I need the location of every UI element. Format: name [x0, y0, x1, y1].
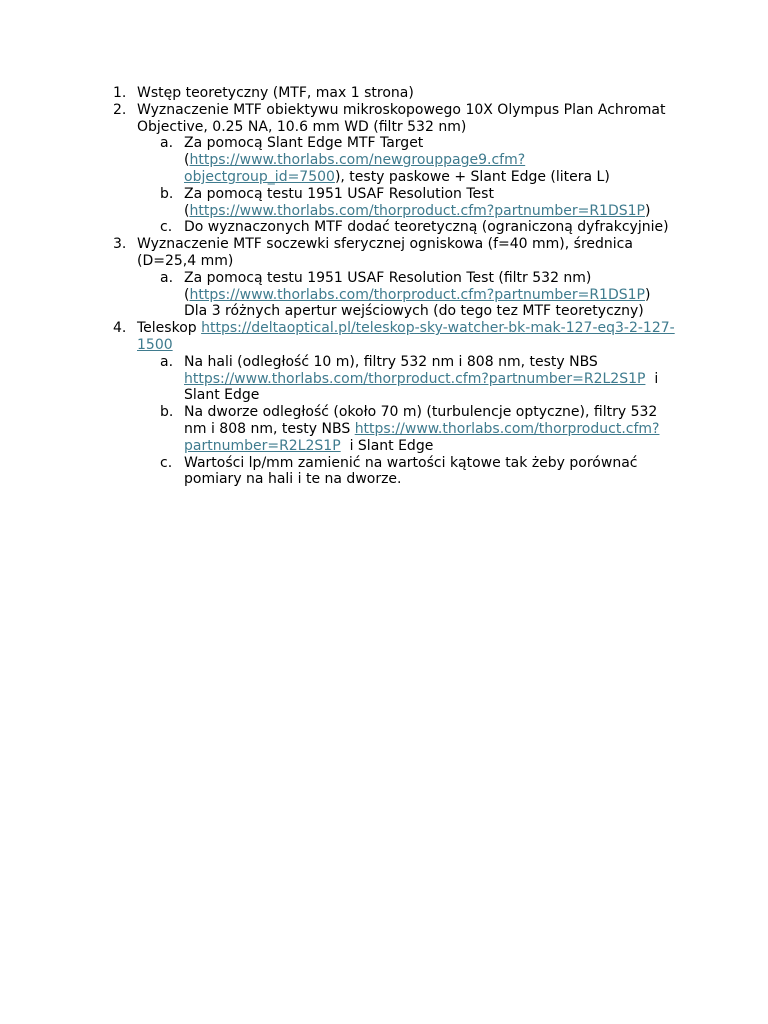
sub-item-2a: [160, 135, 682, 185]
sub-item-4a: [160, 353, 682, 404]
sub-item-4b: [160, 404, 682, 454]
sub-list-marker: c.: [160, 219, 173, 236]
list-marker: 1.: [113, 85, 127, 101]
sub-item-2c: [160, 219, 682, 236]
list-marker: 4.: [113, 320, 127, 337]
sub-item-4c: [160, 454, 682, 489]
thorlabs-r2l2s1p-link[interactable]: https://www.thorlabs.com/thorproduct.cfm?partnumber=R2L2S1P: [184, 370, 646, 387]
sub-list-marker: a.: [160, 269, 174, 286]
sub-list: [137, 270, 682, 320]
paren-close: ): [644, 286, 651, 303]
sub-item-text: Za pomocą testu 1951 USAF Resolution Test: [184, 185, 494, 202]
list-item-4: [113, 320, 682, 488]
sub-item-3a: [160, 269, 682, 320]
sub-list: [137, 135, 682, 236]
sub-list-marker: a.: [160, 135, 174, 152]
sub-item-text-after: i Slant Edge: [340, 437, 434, 454]
list-item-text: Wyznaczenie MTF obiektywu mikroskopowego 10X Olympus Plan Achromat Objective, 0.25 NA, 10.6 mm WD (filtr 532 nm): [137, 101, 666, 135]
list-item-text: Teleskop: [137, 320, 202, 337]
list-item-text: Wyznaczenie MTF soczewki sferycznej ogniskowa (f=40 mm), średnica (D=25,4 mm): [137, 236, 633, 269]
sub-item-text: Wartości lp/mm zamienić na wartości kątowe tak żeby porównać pomiary na hali i te na dworze.: [184, 454, 638, 488]
sub-item-text: Do wyznaczonych MTF dodać teoretyczną (ograniczoną dyfrakcyjnie): [184, 219, 669, 236]
list-marker: 2.: [113, 101, 127, 118]
sub-item-text: Na hali (odległość 10 m), filtry 532 nm i 808 nm, testy NBS: [184, 353, 598, 370]
sub-item-2b: [160, 185, 682, 220]
paren-open: (: [184, 152, 190, 169]
list-item-1: [113, 85, 682, 102]
list-marker: 3.: [113, 236, 127, 253]
sub-item-text: Za pomocą testu 1951 USAF Resolution Test (filtr 532 nm): [184, 269, 592, 286]
sub-item-text: Na dworze odległość (około 70 m) (turbulencje optyczne), filtry 532 nm i 808 nm, testy NBS: [184, 404, 658, 437]
sub-item-text-after: ), testy paskowe + Slant Edge (litera L): [334, 168, 610, 185]
list-item-3: [113, 236, 682, 320]
thorlabs-slant-edge-link[interactable]: https://www.thorlabs.com/newgrouppage9.cfm?objectgroup_id=7500: [184, 152, 526, 185]
sub-list-marker: b.: [160, 185, 174, 202]
deltaoptical-telescope-link[interactable]: https://deltaoptical.pl/teleskop-sky-watcher-bk-mak-127-eq3-2-127-1500: [137, 320, 675, 353]
paren-open: (: [184, 286, 190, 303]
sub-list-marker: b.: [160, 404, 174, 421]
sub-item-note: Dla 3 różnych apertur wejściowych (do tego tez MTF teoretyczny): [184, 303, 644, 320]
paren-close: ): [644, 202, 651, 219]
sub-item-text-after: i Slant Edge: [184, 370, 663, 404]
main-list: [113, 85, 682, 488]
thorlabs-r1ds1p-link[interactable]: https://www.thorlabs.com/thorproduct.cfm?partnumber=R1DS1P: [189, 286, 645, 303]
sub-item-text: Za pomocą Slant Edge MTF Target: [184, 135, 424, 152]
thorlabs-r2l2s1p-link[interactable]: https://www.thorlabs.com/thorproduct.cfm?partnumber=R2L2S1P: [184, 420, 660, 454]
sub-list: [137, 354, 682, 488]
paren-open: (: [184, 202, 190, 219]
list-item-2: [113, 101, 682, 236]
sub-list-marker: c.: [160, 454, 173, 471]
list-item-text: Wstęp teoretyczny (MTF, max 1 strona): [137, 85, 414, 101]
thorlabs-r1ds1p-link[interactable]: https://www.thorlabs.com/thorproduct.cfm?partnumber=R1DS1P: [189, 202, 645, 219]
sub-list-marker: a.: [160, 353, 174, 370]
